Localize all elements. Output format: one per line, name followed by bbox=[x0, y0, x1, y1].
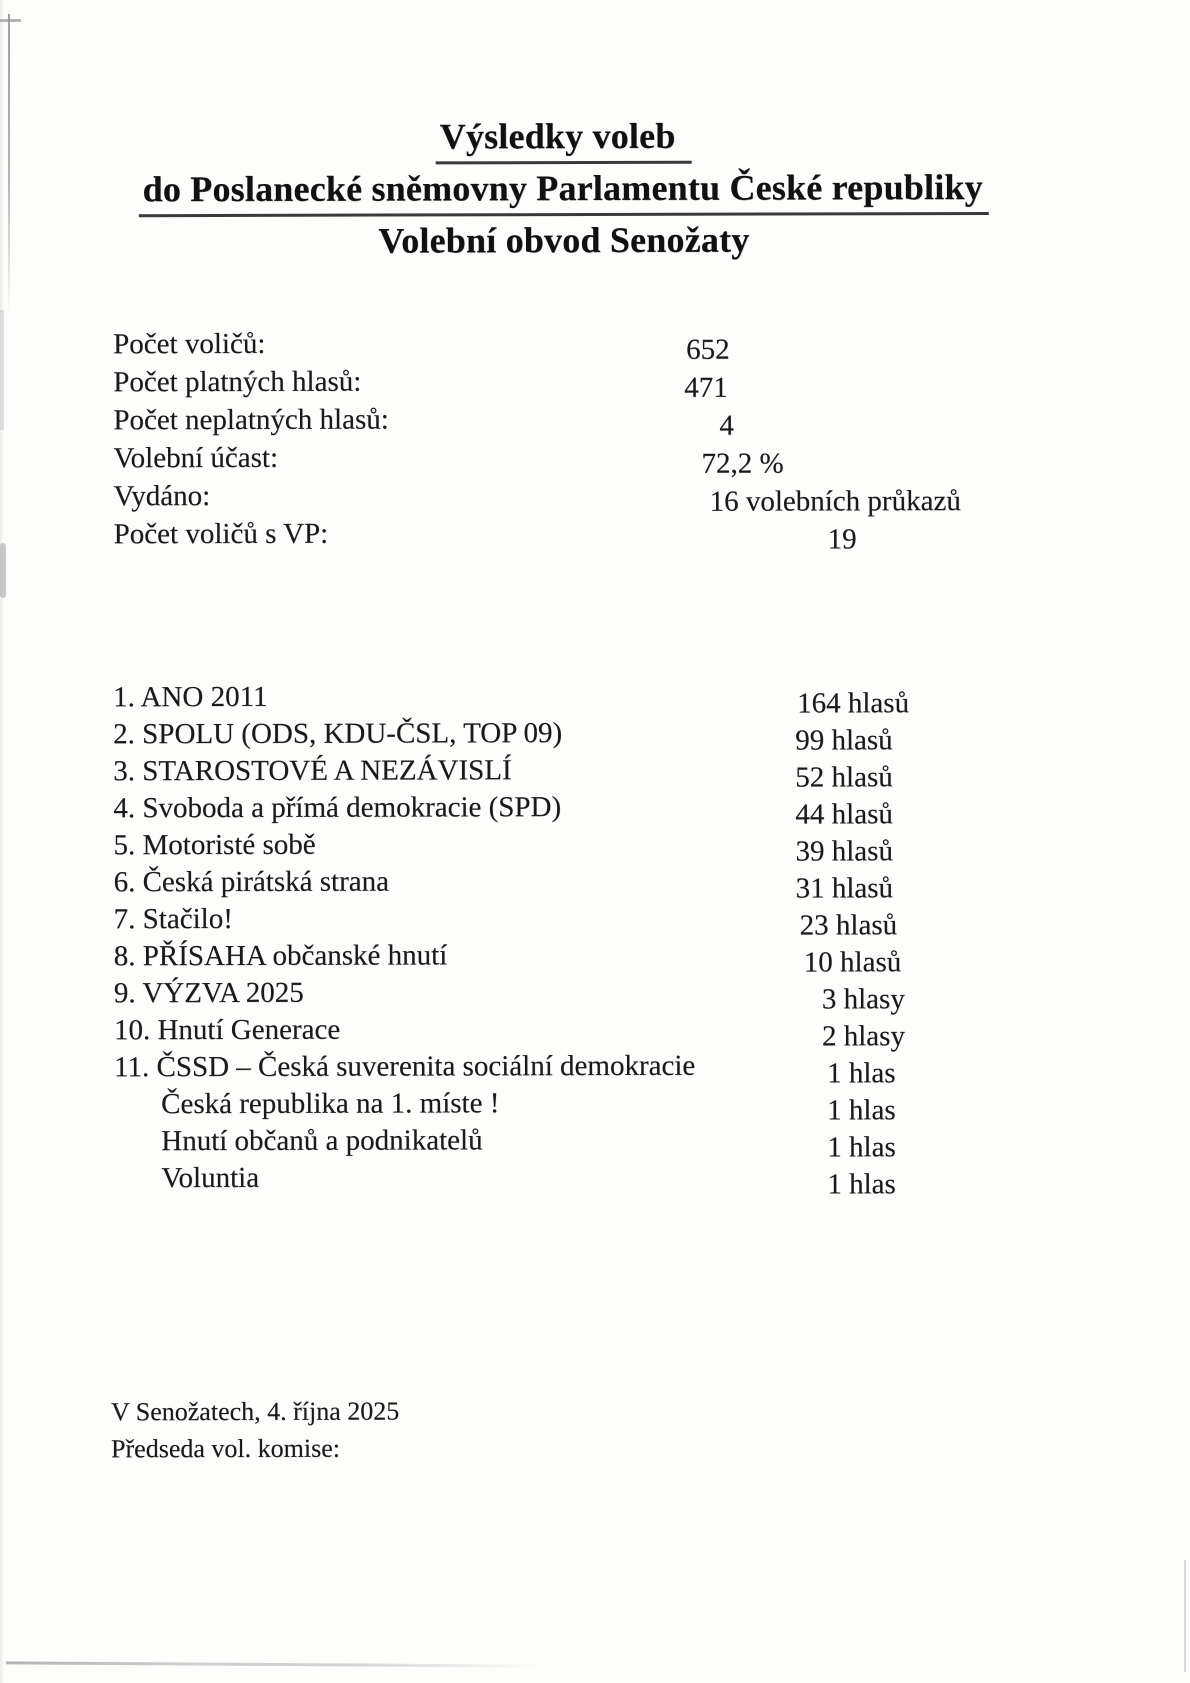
vote-count: 39 bbox=[795, 835, 825, 868]
vote-unit: hlas bbox=[849, 1168, 896, 1201]
summary-row-issued bbox=[0, 476, 1190, 517]
title-line-2 bbox=[0, 163, 1129, 218]
result-party-label: 6. Česká pirátská strana bbox=[113, 865, 390, 899]
result-row bbox=[0, 678, 1190, 718]
vote-unit: hlasů bbox=[831, 724, 893, 757]
vote-unit: hlas bbox=[848, 1057, 896, 1090]
vote-unit: hlasů bbox=[831, 798, 893, 831]
result-row-continuation bbox=[1, 1085, 1190, 1125]
result-party-label: Voluntia bbox=[161, 1161, 260, 1195]
result-party-label: 7. Stačilo! bbox=[113, 902, 233, 936]
result-party-label: 11. ČSSD – Česká suverenita sociální demokracie bbox=[113, 1049, 696, 1084]
vote-unit: hlasy bbox=[843, 1020, 905, 1053]
result-row bbox=[0, 789, 1190, 829]
result-party-label: 9. VÝZVA 2025 bbox=[113, 976, 304, 1010]
vote-count: 31 bbox=[795, 872, 825, 905]
title-line-1-text: Výsledky voleb bbox=[436, 114, 692, 165]
footer-place-date: V Senožatech, 4. října 2025 bbox=[110, 1396, 400, 1427]
vote-count: 164 bbox=[797, 687, 841, 720]
result-row bbox=[0, 715, 1190, 755]
vote-count: 3 bbox=[821, 983, 837, 1016]
title-line-3-text: Volební obvod Senožaty bbox=[378, 219, 750, 261]
summary-value: 72,2 % bbox=[701, 447, 784, 480]
result-row bbox=[1, 863, 1190, 903]
summary-row-invalid-votes bbox=[0, 400, 1189, 441]
vote-unit: hlas bbox=[848, 1131, 896, 1164]
result-party-label: 5. Motoristé sobě bbox=[113, 828, 316, 862]
title-line-2-text: do Poslanecké sněmovny Parlamentu České republiky bbox=[139, 165, 989, 217]
summary-table bbox=[0, 324, 1190, 555]
summary-row-turnout bbox=[0, 438, 1189, 479]
result-votes bbox=[827, 1168, 896, 1201]
summary-label: Počet platných hlasů: bbox=[113, 365, 362, 399]
vote-count: 1 bbox=[827, 1168, 842, 1201]
summary-label: Počet voličů: bbox=[113, 327, 266, 361]
result-row-continuation bbox=[1, 1159, 1190, 1199]
result-row-continuation bbox=[1, 1122, 1190, 1162]
title-line-3 bbox=[0, 215, 1129, 266]
vote-count: 52 bbox=[795, 761, 825, 794]
vote-unit: hlasů bbox=[847, 687, 910, 720]
result-row bbox=[0, 826, 1190, 866]
vote-count: 44 bbox=[795, 798, 825, 831]
vote-unit: hlasů bbox=[831, 872, 894, 905]
result-row bbox=[1, 900, 1190, 940]
summary-value: 471 bbox=[684, 371, 728, 404]
result-party-label: Česká republika na 1. míste ! bbox=[161, 1087, 500, 1121]
footer-chairman-label: Předseda vol. komise: bbox=[110, 1433, 340, 1464]
vote-count: 10 bbox=[803, 946, 833, 979]
result-row bbox=[1, 1011, 1190, 1051]
result-party-label: Hnutí občanů a podnikatelů bbox=[161, 1124, 483, 1158]
document-footer bbox=[111, 1393, 400, 1468]
title-line-1 bbox=[0, 111, 1129, 166]
result-party-label: 3. STAROSTOVÉ A NEZÁVISLÍ bbox=[113, 754, 512, 788]
summary-row-voters bbox=[0, 324, 1189, 365]
result-party-label: 4. Svoboda a přímá demokracie (SPD) bbox=[113, 791, 562, 825]
vote-count: 1 bbox=[827, 1094, 842, 1127]
vote-count: 99 bbox=[795, 724, 825, 757]
summary-row-voters-with-vp bbox=[0, 514, 1190, 555]
summary-label: Vydáno: bbox=[113, 480, 211, 513]
result-party-label: 10. Hnutí Generace bbox=[113, 1013, 341, 1047]
summary-value: 16 volebních průkazů bbox=[709, 485, 961, 518]
summary-value: 652 bbox=[686, 333, 730, 366]
result-party-label: 1. ANO 2011 bbox=[113, 680, 268, 714]
result-party-label: 8. PŘÍSAHA občanské hnutí bbox=[113, 939, 448, 973]
result-row bbox=[1, 937, 1190, 977]
summary-label: Počet voličů s VP: bbox=[113, 517, 329, 551]
document-title-block bbox=[0, 111, 1129, 266]
summary-row-valid-votes bbox=[0, 362, 1189, 403]
vote-count: 2 bbox=[821, 1020, 837, 1053]
vote-unit: hlasů bbox=[831, 835, 893, 868]
summary-label: Počet neplatných hlasů: bbox=[113, 403, 389, 437]
vote-count: 23 bbox=[799, 909, 829, 942]
results-table bbox=[0, 678, 1190, 1199]
vote-count: 1 bbox=[827, 1057, 842, 1090]
result-row bbox=[0, 752, 1190, 792]
summary-value: 4 bbox=[719, 409, 734, 442]
vote-unit: hlasy bbox=[843, 983, 905, 1016]
vote-unit: hlas bbox=[848, 1094, 896, 1127]
vote-count: 1 bbox=[827, 1131, 842, 1164]
result-party-label: 2. SPOLU (ODS, KDU-ČSL, TOP 09) bbox=[113, 717, 563, 751]
vote-unit: hlasů bbox=[835, 909, 898, 942]
vote-unit: hlasů bbox=[839, 946, 902, 979]
result-row bbox=[1, 1048, 1190, 1088]
result-row bbox=[1, 974, 1190, 1014]
vote-unit: hlasů bbox=[831, 761, 893, 794]
summary-value: 19 bbox=[827, 523, 857, 556]
summary-label: Volební účast: bbox=[113, 441, 279, 475]
